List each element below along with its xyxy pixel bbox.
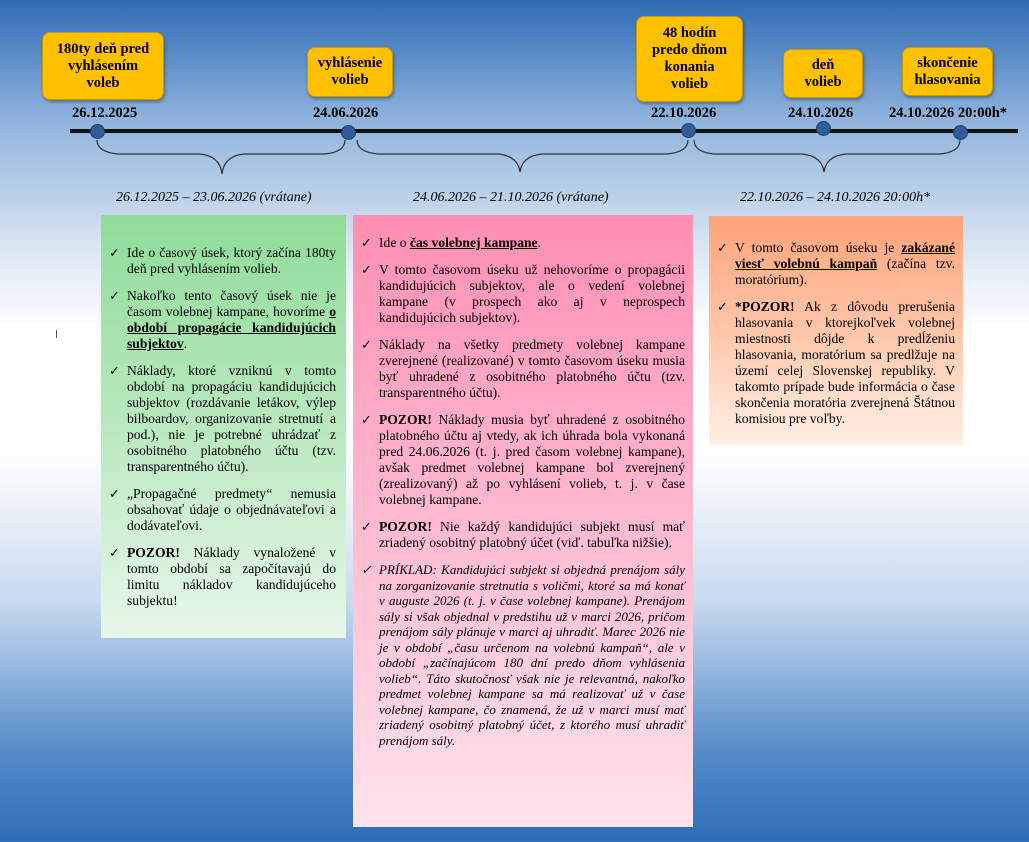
range-label-3: 22.10.2026 – 24.10.2026 20:00h* [740,190,931,205]
check-icon: ✓ [361,235,372,250]
check-icon: ✓ [109,245,120,260]
period-box-propagation [101,215,346,638]
list-item: ✓ V tomto časovom úseku už nehovoríme o propagácii kandidujúcich subjektov, ale o vedení volebnej kampane (v prospech ako aj v neprospech kandidujúcich subjektov). [361,262,685,325]
check-icon: ✓ [361,262,372,277]
check-icon: ✓ [361,412,372,427]
milestone-label-3: 48 hodín predo dňom konania volieb [636,16,743,102]
milestone-label-4: deň volieb [783,49,863,98]
check-icon: ✓ [361,337,372,352]
check-icon: ✓ [717,299,728,314]
check-icon: ✓ [361,562,372,577]
list-item: ✓ „Propagačné predmety“ nemusia obsahovať údaje o objednávateľovi a dodávateľovi. [109,486,336,533]
period-box-campaign [353,215,693,827]
list-item: ✓ POZOR! Nie každý kandidujúci subjekt musí mať zriadený osobitný platobný účet (viď. tabuľka nižšie). [361,519,685,550]
period-box-moratorium [709,216,963,445]
milestone-date-4: 24.10.2026 [788,105,854,121]
milestone-label-5: skončenie hlasovania [902,47,993,96]
range-label-2: 24.06.2026 – 21.10.2026 (vrátane) [413,190,609,205]
brace-1 [97,140,345,174]
list-item: ✓ Ide o časový úsek, ktorý začína 180ty deň pred vyhlásením volieb. [109,245,336,276]
milestone-label-2: vyhlásenie volieb [307,47,393,97]
list-item: ✓ Nakoľko tento časový úsek nie je časom volebnej kampane, hovoríme o období propagácie kandidujúcich subjektov. [109,288,336,351]
list-item: ✓ Náklady, ktoré vzniknú v tomto období na propagáciu kandidujúcich subjektov (rozdávanie letákov, výlep bilboardov, organizovanie stretnutí a pod.), nie je potrebné uhrádzať z osobitného platobného účtu (tzv. transparentného účtu). [109,363,336,474]
check-icon: ✓ [109,486,120,501]
list-item: ✓ POZOR! Náklady vynaložené v tomto období sa započítavajú do limitu nákladov kandidujúceho subjektu! [109,545,336,608]
check-icon: ✓ [109,288,120,303]
cursor-mark [56,330,57,338]
check-icon: ✓ [109,363,120,378]
brace-2 [357,140,688,172]
check-icon: ✓ [717,240,728,255]
milestone-date-3: 22.10.2026 [651,105,717,121]
brace-3 [694,140,960,172]
list-item: ✓ *POZOR! Ak z dôvodu prerušenia hlasovania v ktorejkoľvek volebnej miestnosti dôjde k predĺženiu hlasovania, moratórium sa predlžuje na území celej Slovenskej republiky. V takomto prípade bude informácia o čase skončenia moratória zverejnená Štátnou komisiou pre voľby. [717,299,955,426]
list-item: ✓ Ide o čas volebnej kampane. [361,235,541,250]
milestone-label-1: 180ty deň pred vyhlásením voleb [42,32,164,100]
example-item: ✓ PRÍKLAD: Kandidujúci subjekt si objedná prenájom sály na zorganizovanie stretnutia s voličmi, ktoré sa má konať v auguste 2026 (t. j. v čase volebnej kampane). Prenájom sály si však objednal v predstihu už v marci 2026, pričom prenájom sály plánuje v marci aj uhradiť. Marec 2026 nie je v období „času určenom na volebnú kampaň“, ale v období „začínajúcom 180 dní predo dňom vyhlásenia volieb“. Táto skutočnosť však nie je relevantná, nakoľko predmet volebnej kampane sa má realizovať už v čase volebnej kampane, čo znamená, že už v marci musí mať zriadený osobitný platobný účet, z ktorého musí uhradiť prenájom sály. [361,562,685,748]
list-item: ✓ POZOR! Náklady musia byť uhradené z osobitného platobného účtu aj vtedy, ak ich úhrada bola vykonaná pred 24.06.2026 (t. j. pred časom volebnej kampane), avšak predmet volebnej kampane bol zverejnený (zrealizovaný) až po vyhlásení volieb, t. j. v čase volebnej kampane. [361,412,685,507]
milestone-date-5: 24.10.2026 20:00h* [889,105,1008,121]
milestone-date-1: 26.12.2025 [72,105,138,121]
check-icon: ✓ [361,519,372,534]
list-item: ✓ V tomto časovom úseku je zakázané viesť volebnú kampaň (začína tzv. moratórium). [717,240,955,287]
milestone-date-2: 24.06.2026 [313,105,379,121]
list-item: ✓ Náklady na všetky predmety volebnej kampane zverejnené (realizované) v tomto časovom úseku musia byť uhradené z osobitného platobného účtu (tzv. transparentného účtu). [361,337,685,400]
check-icon: ✓ [109,545,120,560]
range-label-1: 26.12.2025 – 23.06.2026 (vrátane) [116,190,312,205]
period-braces [0,0,1029,190]
